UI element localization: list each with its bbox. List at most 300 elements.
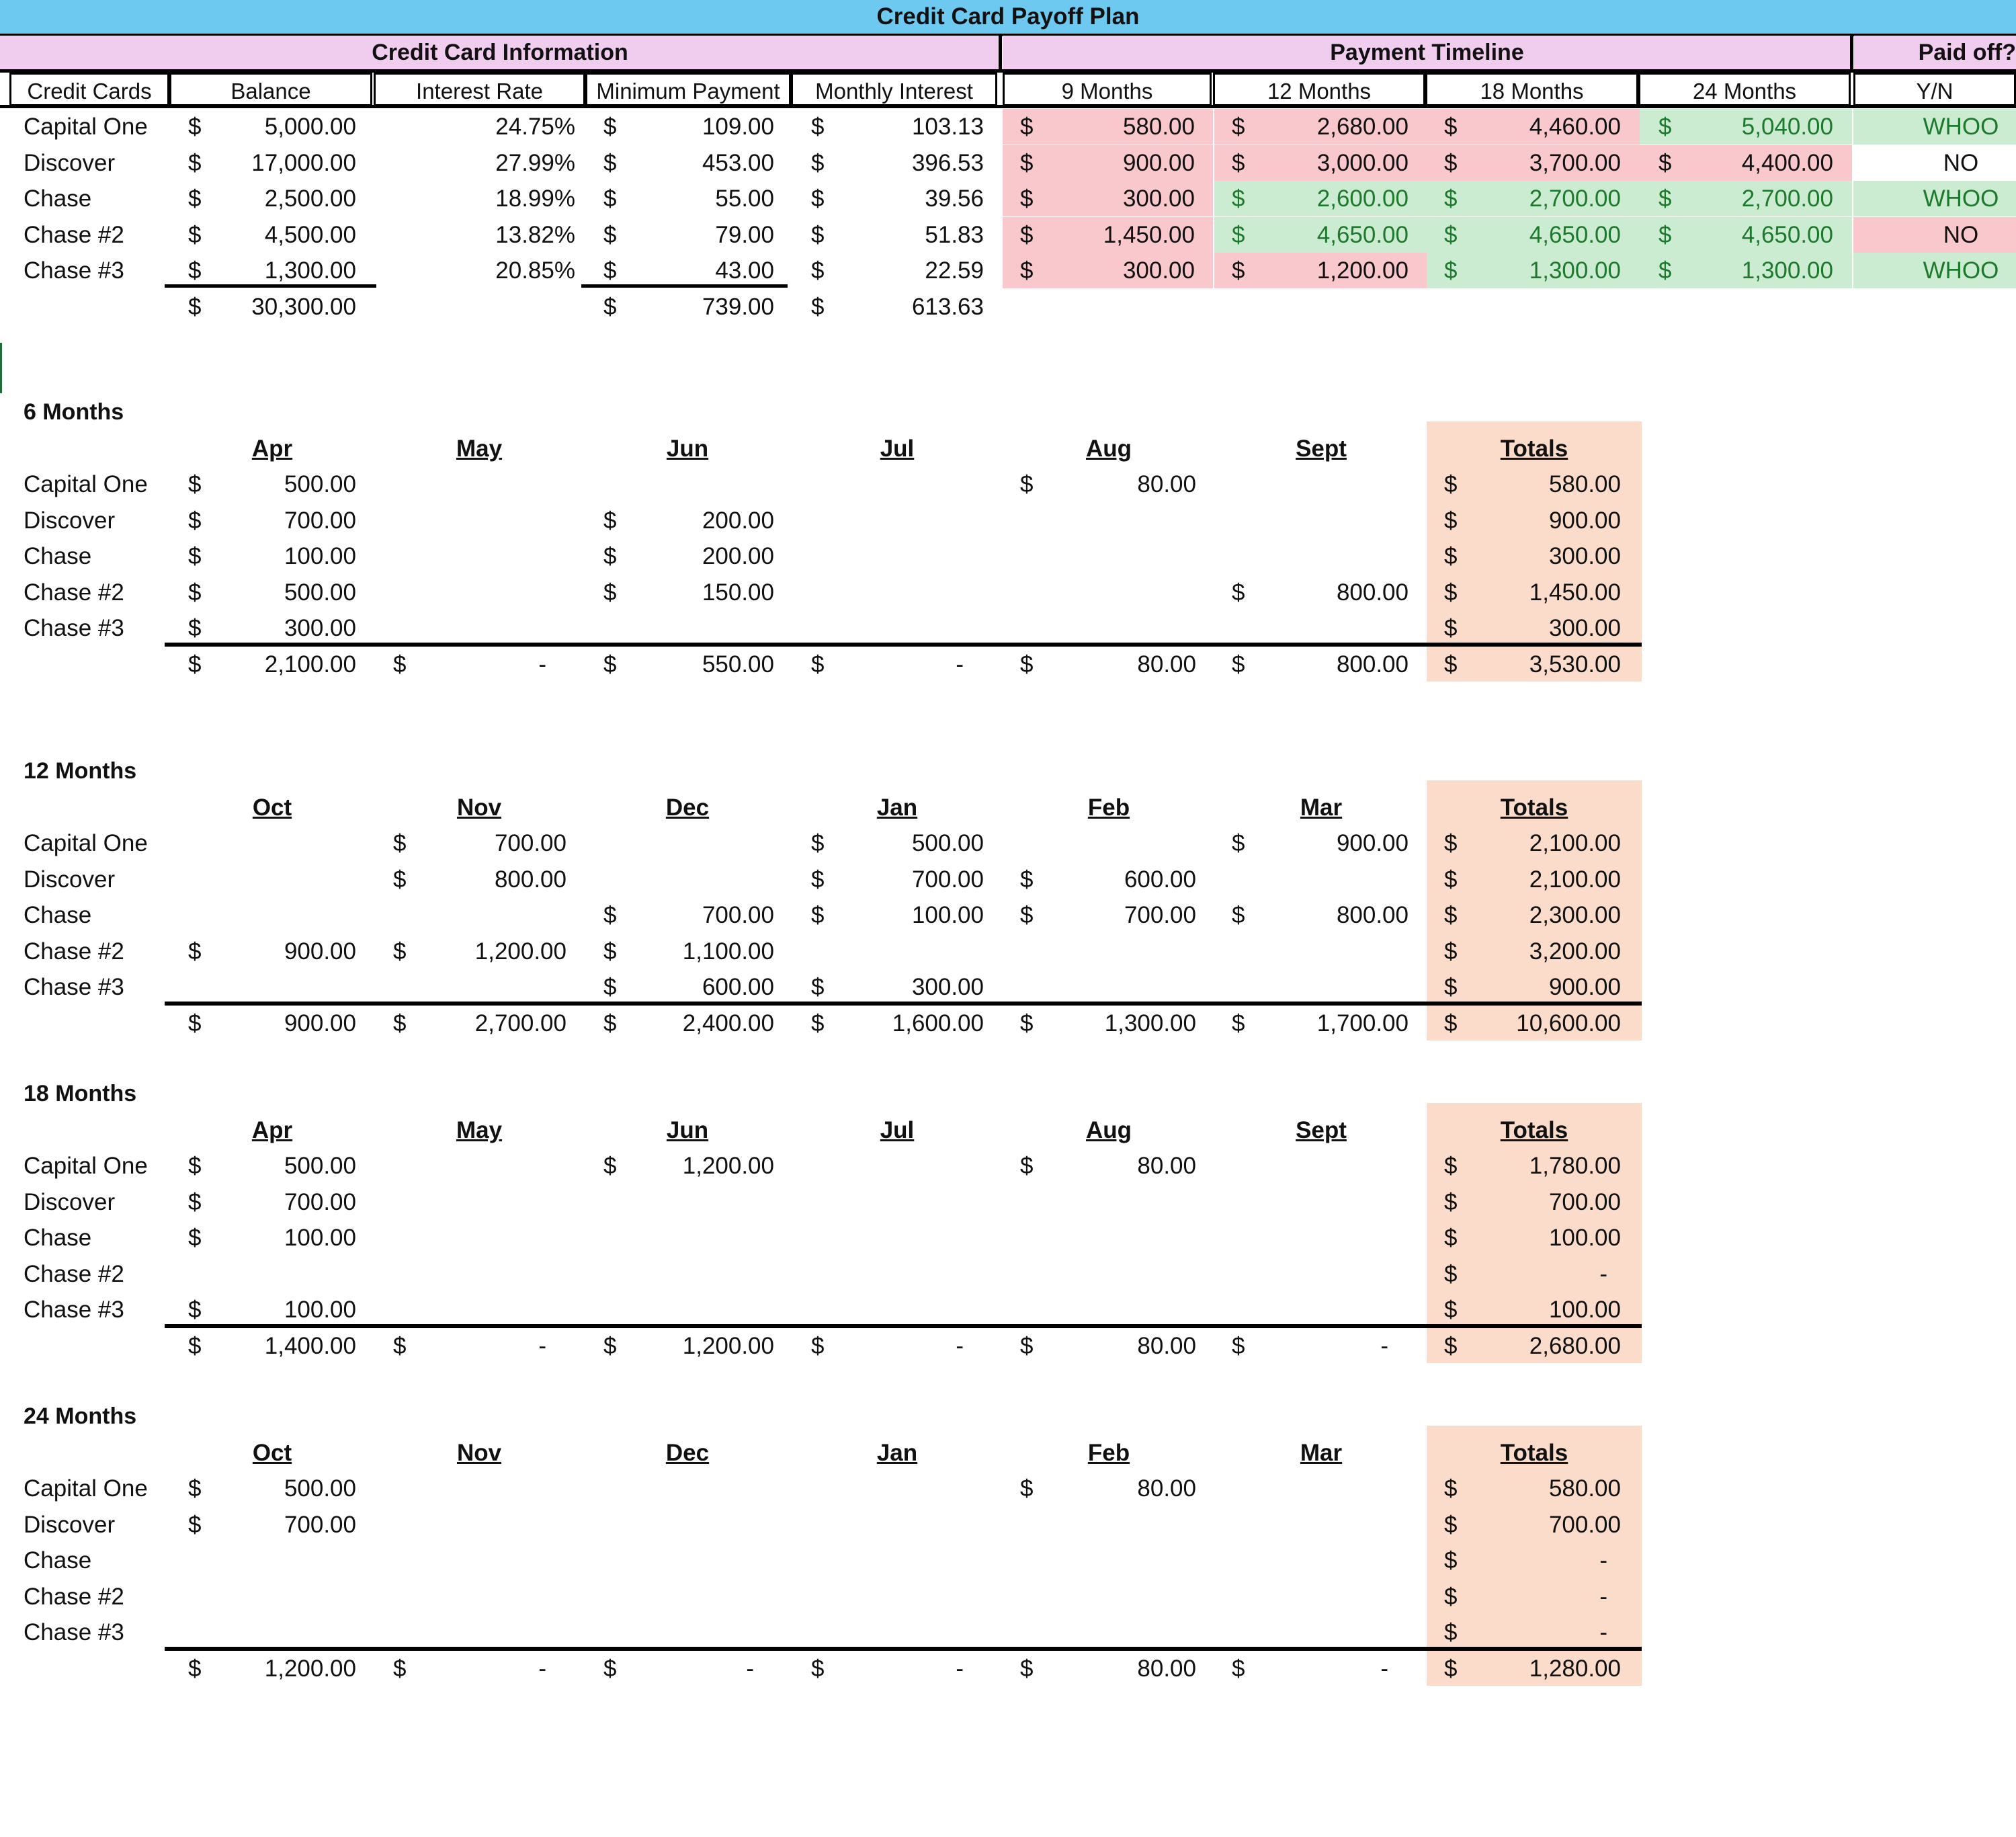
column-total: - <box>538 1332 546 1359</box>
card-interest-rate: 20.85% <box>495 257 575 284</box>
band-divider <box>1850 36 1853 73</box>
payment-amount: 300.00 <box>284 615 356 641</box>
currency-sign: $ <box>1232 579 1245 606</box>
card-balance: 4,500.00 <box>264 221 356 248</box>
currency-sign: $ <box>1020 186 1034 212</box>
currency-sign: $ <box>1444 1153 1458 1179</box>
card-name: Capital One <box>24 830 148 856</box>
currency-sign: $ <box>1444 1010 1458 1036</box>
column-total: - <box>538 1655 546 1682</box>
card-name: Discover <box>24 1188 116 1215</box>
payment-amount: 800.00 <box>1336 902 1409 928</box>
payment-amount: 80.00 <box>1137 1475 1196 1502</box>
payment-amount: 700.00 <box>1124 902 1196 928</box>
currency-sign: $ <box>811 257 825 284</box>
month-header: Jan <box>876 794 918 821</box>
currency-sign: $ <box>1444 1547 1458 1574</box>
plan-title: 12 Months <box>24 758 137 784</box>
currency-sign: $ <box>1232 1010 1245 1036</box>
payment-amount: 800.00 <box>1336 579 1409 606</box>
sheet-title: Credit Card Payoff Plan <box>0 0 2016 34</box>
month-header: Feb <box>1087 794 1130 821</box>
column-header: Y/N <box>1853 73 2016 106</box>
currency-sign: $ <box>1444 257 1458 284</box>
currency-sign: $ <box>603 579 617 606</box>
payment-amount: 700.00 <box>284 1511 356 1538</box>
currency-sign: $ <box>1444 866 1458 893</box>
card-interest-rate: 18.99% <box>495 186 575 212</box>
column-total: 1,200.00 <box>682 1332 774 1359</box>
card-name: Chase <box>24 186 92 212</box>
currency-sign: $ <box>1658 257 1672 284</box>
column-total: 2,400.00 <box>682 1010 774 1036</box>
payment-amount: 100.00 <box>911 902 984 928</box>
row-total: 100.00 <box>1548 1225 1621 1251</box>
currency-sign: $ <box>1444 651 1458 678</box>
currency-sign: $ <box>1444 830 1458 856</box>
timeline-amount: 3,000.00 <box>1316 149 1409 176</box>
currency-sign: $ <box>1658 149 1672 176</box>
row-total: 580.00 <box>1548 1475 1621 1502</box>
paid-off-status: WHOO <box>1923 114 1999 140</box>
currency-sign: $ <box>1444 938 1458 965</box>
currency-sign: $ <box>1444 1619 1458 1645</box>
month-header: Jun <box>666 1117 709 1143</box>
currency-sign: $ <box>188 257 202 284</box>
timeline-amount: 1,300.00 <box>1741 257 1833 284</box>
currency-sign: $ <box>188 149 202 176</box>
currency-sign: $ <box>811 186 825 212</box>
month-header: Apr <box>251 436 293 462</box>
month-header: Apr <box>251 1117 293 1143</box>
currency-sign: $ <box>603 974 617 1000</box>
month-header: Dec <box>665 1440 710 1466</box>
payment-amount: 80.00 <box>1137 471 1196 497</box>
month-header: Feb <box>1087 1440 1130 1466</box>
card-name: Chase #3 <box>24 974 124 1000</box>
currency-sign: $ <box>1232 221 1245 248</box>
currency-sign: $ <box>811 293 825 320</box>
column-total: - <box>538 651 546 678</box>
row-total: 900.00 <box>1548 974 1621 1000</box>
payment-amount: 500.00 <box>284 1153 356 1179</box>
month-header: Mar <box>1300 794 1343 821</box>
payment-amount: 500.00 <box>911 830 984 856</box>
currency-sign: $ <box>603 257 617 284</box>
column-total: 900.00 <box>284 1010 356 1036</box>
card-name: Chase #3 <box>24 615 124 641</box>
currency-sign: $ <box>188 1153 202 1179</box>
currency-sign: $ <box>1444 186 1458 212</box>
column-total: - <box>1380 1655 1388 1682</box>
totals-header: Totals <box>1500 1440 1568 1466</box>
timeline-amount: 4,460.00 <box>1529 114 1621 140</box>
currency-sign: $ <box>188 1475 202 1502</box>
timeline-amount: 2,700.00 <box>1529 186 1621 212</box>
currency-sign: $ <box>1020 1655 1034 1682</box>
month-header: Jun <box>666 436 709 462</box>
card-minimum-payment: 109.00 <box>702 114 774 140</box>
card-monthly-interest: 22.59 <box>925 257 984 284</box>
card-name: Discover <box>24 507 116 534</box>
currency-sign: $ <box>811 114 825 140</box>
card-name: Chase #3 <box>24 257 124 284</box>
currency-sign: $ <box>603 651 617 678</box>
plan-title: 6 Months <box>24 399 124 425</box>
timeline-amount: 4,400.00 <box>1741 149 1833 176</box>
card-name: Capital One <box>24 471 148 497</box>
total-monthly-interest: 613.63 <box>911 293 984 320</box>
card-name: Discover <box>24 1511 116 1538</box>
currency-sign: $ <box>188 221 202 248</box>
row-total: 700.00 <box>1548 1188 1621 1215</box>
grand-total: 1,280.00 <box>1529 1655 1621 1682</box>
payment-amount: 80.00 <box>1137 1153 1196 1179</box>
currency-sign: $ <box>393 830 407 856</box>
currency-sign: $ <box>393 1332 407 1359</box>
currency-sign: $ <box>393 1655 407 1682</box>
payment-amount: 100.00 <box>284 1225 356 1251</box>
grand-total: 3,530.00 <box>1529 651 1621 678</box>
month-header: Jul <box>880 1117 915 1143</box>
currency-sign: $ <box>1232 1655 1245 1682</box>
row-total: 300.00 <box>1548 615 1621 641</box>
currency-sign: $ <box>188 579 202 606</box>
currency-sign: $ <box>188 543 202 569</box>
timeline-amount: 580.00 <box>1122 114 1195 140</box>
currency-sign: $ <box>1232 1332 1245 1359</box>
column-total: 80.00 <box>1137 651 1196 678</box>
card-name: Chase <box>24 1547 92 1574</box>
row-total: 1,780.00 <box>1529 1153 1621 1179</box>
payment-amount: 500.00 <box>284 579 356 606</box>
payment-amount: 100.00 <box>284 543 356 569</box>
total-minimum-payment: 739.00 <box>702 293 774 320</box>
row-total: 2,100.00 <box>1529 830 1621 856</box>
column-total: 550.00 <box>702 651 774 678</box>
card-interest-rate: 27.99% <box>495 149 575 176</box>
payment-amount: 700.00 <box>911 866 984 893</box>
total-balance: 30,300.00 <box>251 293 356 320</box>
row-total: - <box>1599 1260 1607 1287</box>
column-total: 1,400.00 <box>264 1332 356 1359</box>
currency-sign: $ <box>811 866 825 893</box>
card-name: Chase #2 <box>24 938 124 965</box>
card-name: Chase #2 <box>24 221 124 248</box>
payment-amount: 900.00 <box>1336 830 1409 856</box>
month-header: May <box>456 436 503 462</box>
payment-amount: 700.00 <box>702 902 774 928</box>
timeline-amount: 900.00 <box>1122 149 1195 176</box>
row-total: 2,100.00 <box>1529 866 1621 893</box>
currency-sign: $ <box>1444 221 1458 248</box>
currency-sign: $ <box>188 507 202 534</box>
currency-sign: $ <box>603 221 617 248</box>
currency-sign: $ <box>1232 149 1245 176</box>
month-header: Nov <box>456 794 502 821</box>
currency-sign: $ <box>811 902 825 928</box>
payment-amount: 100.00 <box>284 1297 356 1323</box>
card-name: Chase <box>24 1225 92 1251</box>
currency-sign: $ <box>188 114 202 140</box>
currency-sign: $ <box>188 615 202 641</box>
currency-sign: $ <box>811 1655 825 1682</box>
currency-sign: $ <box>1444 471 1458 497</box>
payment-amount: 700.00 <box>284 1188 356 1215</box>
currency-sign: $ <box>1444 507 1458 534</box>
payment-amount: 500.00 <box>284 1475 356 1502</box>
card-minimum-payment: 79.00 <box>715 221 774 248</box>
currency-sign: $ <box>188 471 202 497</box>
currency-sign: $ <box>1444 1188 1458 1215</box>
month-header: Nov <box>456 1440 502 1466</box>
card-name: Discover <box>24 866 116 893</box>
currency-sign: $ <box>603 1010 617 1036</box>
card-name: Capital One <box>24 1153 148 1179</box>
currency-sign: $ <box>188 1225 202 1251</box>
currency-sign: $ <box>1444 902 1458 928</box>
currency-sign: $ <box>1444 1511 1458 1538</box>
payment-amount: 1,200.00 <box>474 938 566 965</box>
payment-amount: 800.00 <box>494 866 566 893</box>
card-monthly-interest: 396.53 <box>911 149 984 176</box>
column-total: 1,200.00 <box>264 1655 356 1682</box>
paid-off-status: WHOO <box>1923 257 1999 284</box>
currency-sign: $ <box>1232 830 1245 856</box>
month-header: Jan <box>876 1440 918 1466</box>
card-minimum-payment: 453.00 <box>702 149 774 176</box>
currency-sign: $ <box>1232 651 1245 678</box>
card-balance: 5,000.00 <box>264 114 356 140</box>
currency-sign: $ <box>188 938 202 965</box>
paid-off-status: NO <box>1943 221 1979 248</box>
currency-sign: $ <box>188 651 202 678</box>
currency-sign: $ <box>1444 543 1458 569</box>
row-total: 3,200.00 <box>1529 938 1621 965</box>
credit-card-info-header: Credit Card Information <box>0 36 1000 69</box>
currency-sign: $ <box>188 293 202 320</box>
month-header: Mar <box>1300 1440 1343 1466</box>
currency-sign: $ <box>1020 149 1034 176</box>
currency-sign: $ <box>393 1010 407 1036</box>
currency-sign: $ <box>603 1655 617 1682</box>
column-header: Balance <box>169 73 372 106</box>
currency-sign: $ <box>1020 1332 1034 1359</box>
currency-sign: $ <box>811 974 825 1000</box>
month-header: May <box>456 1117 503 1143</box>
paid-off-header: Paid off? <box>1854 36 2016 69</box>
payment-amount: 150.00 <box>702 579 774 606</box>
card-minimum-payment: 43.00 <box>715 257 774 284</box>
timeline-amount: 5,040.00 <box>1741 114 1833 140</box>
payment-amount: 700.00 <box>284 507 356 534</box>
column-total: 2,700.00 <box>474 1010 566 1036</box>
band-divider <box>999 36 1002 73</box>
currency-sign: $ <box>393 866 407 893</box>
currency-sign: $ <box>1658 114 1672 140</box>
currency-sign: $ <box>1658 186 1672 212</box>
currency-sign: $ <box>188 1332 202 1359</box>
payment-amount: 700.00 <box>494 830 566 856</box>
row-total: - <box>1599 1619 1607 1645</box>
column-header: 24 Months <box>1638 73 1851 106</box>
card-name: Chase #2 <box>24 1260 124 1287</box>
currency-sign: $ <box>1020 114 1034 140</box>
column-header: Minimum Payment <box>585 73 791 106</box>
timeline-amount: 1,450.00 <box>1103 221 1195 248</box>
totals-header: Totals <box>1500 1117 1568 1143</box>
currency-sign: $ <box>603 902 617 928</box>
column-header: 12 Months <box>1213 73 1425 106</box>
card-minimum-payment: 55.00 <box>715 186 774 212</box>
card-name: Chase #3 <box>24 1619 124 1645</box>
currency-sign: $ <box>1444 1583 1458 1610</box>
payment-amount: 900.00 <box>284 938 356 965</box>
plan-title: 18 Months <box>24 1081 137 1106</box>
currency-sign: $ <box>1020 471 1034 497</box>
currency-sign: $ <box>1444 1655 1458 1682</box>
card-name: Chase #2 <box>24 579 124 606</box>
column-header: 18 Months <box>1425 73 1638 106</box>
currency-sign: $ <box>1444 1332 1458 1359</box>
currency-sign: $ <box>393 938 407 965</box>
payment-amount: 200.00 <box>702 543 774 569</box>
timeline-amount: 2,680.00 <box>1316 114 1409 140</box>
card-name: Discover <box>24 149 116 176</box>
currency-sign: $ <box>1232 257 1245 284</box>
currency-sign: $ <box>1020 902 1034 928</box>
card-name: Chase #2 <box>24 1583 124 1610</box>
card-monthly-interest: 39.56 <box>925 186 984 212</box>
payment-timeline-header: Payment Timeline <box>1003 36 1851 69</box>
currency-sign: $ <box>1444 114 1458 140</box>
month-header: Dec <box>665 794 710 821</box>
month-header: Aug <box>1085 436 1132 462</box>
payment-amount: 1,200.00 <box>682 1153 774 1179</box>
row-total: 2,300.00 <box>1529 902 1621 928</box>
card-monthly-interest: 51.83 <box>925 221 984 248</box>
currency-sign: $ <box>1444 1225 1458 1251</box>
column-total: 2,100.00 <box>264 651 356 678</box>
timeline-amount: 2,600.00 <box>1316 186 1409 212</box>
month-header: Sept <box>1296 436 1347 462</box>
paid-off-status: NO <box>1943 149 1979 176</box>
currency-sign: $ <box>811 221 825 248</box>
row-total: - <box>1599 1547 1607 1574</box>
payment-amount: 600.00 <box>1124 866 1196 893</box>
timeline-amount: 1,200.00 <box>1316 257 1409 284</box>
column-total: 80.00 <box>1137 1332 1196 1359</box>
sheet-edge-marker <box>0 343 2 393</box>
grand-total: 2,680.00 <box>1529 1332 1621 1359</box>
currency-sign: $ <box>1020 866 1034 893</box>
currency-sign: $ <box>1658 221 1672 248</box>
currency-sign: $ <box>1232 902 1245 928</box>
card-monthly-interest: 103.13 <box>911 114 984 140</box>
timeline-amount: 3,700.00 <box>1529 149 1621 176</box>
currency-sign: $ <box>188 1511 202 1538</box>
currency-sign: $ <box>1232 114 1245 140</box>
row-total: 300.00 <box>1548 543 1621 569</box>
column-header: Interest Rate <box>374 73 585 106</box>
column-header: Credit Cards <box>9 73 169 106</box>
row-total: 900.00 <box>1548 507 1621 534</box>
column-total: - <box>746 1655 754 1682</box>
currency-sign: $ <box>603 1332 617 1359</box>
currency-sign: $ <box>811 830 825 856</box>
currency-sign: $ <box>1444 579 1458 606</box>
grand-total: 10,600.00 <box>1516 1010 1621 1036</box>
currency-sign: $ <box>1020 221 1034 248</box>
currency-sign: $ <box>1020 257 1034 284</box>
month-header: Oct <box>252 1440 292 1466</box>
timeline-amount: 4,650.00 <box>1529 221 1621 248</box>
card-balance: 17,000.00 <box>251 149 356 176</box>
card-name: Capital One <box>24 114 148 140</box>
plan-title: 24 Months <box>24 1403 137 1429</box>
currency-sign: $ <box>1444 1297 1458 1323</box>
currency-sign: $ <box>1020 1010 1034 1036</box>
currency-sign: $ <box>188 1655 202 1682</box>
payment-amount: 300.00 <box>911 974 984 1000</box>
currency-sign: $ <box>188 186 202 212</box>
currency-sign: $ <box>603 114 617 140</box>
currency-sign: $ <box>1020 1153 1034 1179</box>
timeline-amount: 1,300.00 <box>1529 257 1621 284</box>
currency-sign: $ <box>603 543 617 569</box>
timeline-amount: 4,650.00 <box>1316 221 1409 248</box>
card-balance: 2,500.00 <box>264 186 356 212</box>
column-total: - <box>956 1332 964 1359</box>
currency-sign: $ <box>393 651 407 678</box>
currency-sign: $ <box>603 293 617 320</box>
currency-sign: $ <box>811 1010 825 1036</box>
currency-sign: $ <box>603 938 617 965</box>
card-name: Chase <box>24 902 92 928</box>
currency-sign: $ <box>188 1297 202 1323</box>
currency-sign: $ <box>1232 186 1245 212</box>
row-total: 1,450.00 <box>1529 579 1621 606</box>
timeline-amount: 300.00 <box>1122 186 1195 212</box>
totals-header: Totals <box>1500 436 1568 462</box>
card-name: Chase #3 <box>24 1297 124 1323</box>
column-total: 800.00 <box>1336 651 1409 678</box>
currency-sign: $ <box>1020 651 1034 678</box>
card-name: Capital One <box>24 1475 148 1502</box>
card-name: Chase <box>24 543 92 569</box>
card-interest-rate: 13.82% <box>495 221 575 248</box>
currency-sign: $ <box>1444 974 1458 1000</box>
currency-sign: $ <box>1020 1475 1034 1502</box>
row-total: 100.00 <box>1548 1297 1621 1323</box>
payment-amount: 500.00 <box>284 471 356 497</box>
timeline-amount: 4,650.00 <box>1741 221 1833 248</box>
card-interest-rate: 24.75% <box>495 114 575 140</box>
column-total: 1,600.00 <box>892 1010 984 1036</box>
column-total: - <box>1380 1332 1388 1359</box>
month-header: Oct <box>252 794 292 821</box>
currency-sign: $ <box>1444 149 1458 176</box>
column-total: - <box>956 651 964 678</box>
payment-amount: 200.00 <box>702 507 774 534</box>
currency-sign: $ <box>188 1010 202 1036</box>
currency-sign: $ <box>603 186 617 212</box>
month-header: Sept <box>1296 1117 1347 1143</box>
column-total: 1,700.00 <box>1316 1010 1409 1036</box>
currency-sign: $ <box>1444 615 1458 641</box>
row-total: - <box>1599 1583 1607 1610</box>
total-rule <box>581 284 788 288</box>
